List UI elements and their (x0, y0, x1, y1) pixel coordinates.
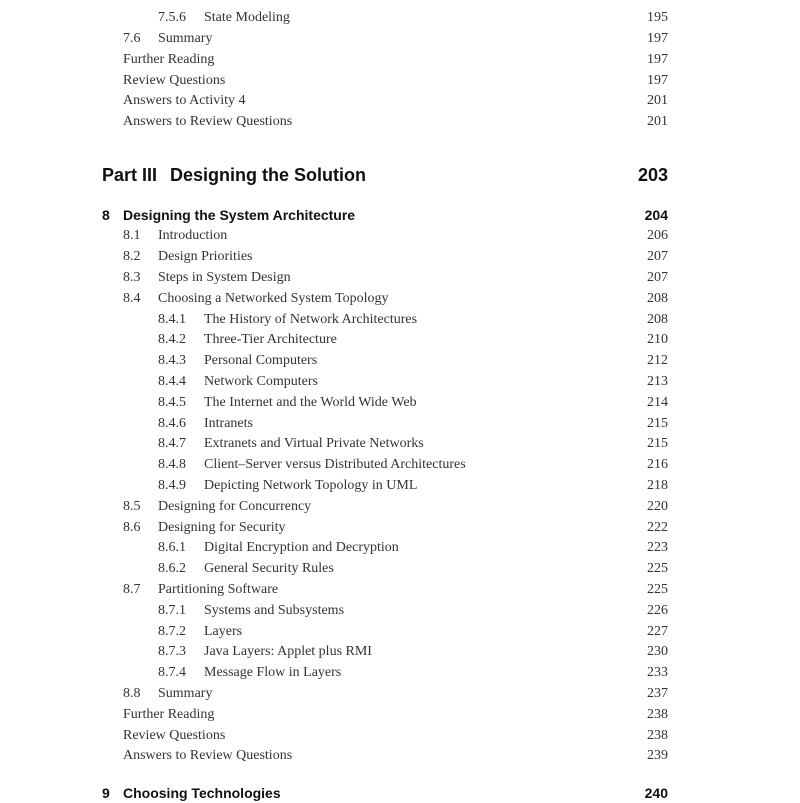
toc-entry-number: 8.4.1 (158, 312, 186, 327)
toc-entry (0, 226, 800, 246)
toc-entry-page: 212 (647, 353, 668, 368)
toc-entry (0, 50, 800, 70)
toc-entry-title: Steps in System Design (158, 270, 291, 285)
toc-entry (0, 414, 800, 434)
toc-entry-title: Review Questions (123, 728, 226, 743)
toc-entry-page: 227 (647, 624, 668, 639)
toc-entry-number: 7.5.6 (158, 10, 186, 25)
toc-entry-number: 8.7.2 (158, 624, 186, 639)
toc-entry (0, 518, 800, 538)
toc-entry-page: 201 (647, 93, 668, 108)
toc-entry-number: 8.6.1 (158, 540, 186, 555)
toc-entry (0, 71, 800, 91)
toc-entry-title: Further Reading (123, 52, 215, 67)
toc-entry-number: 7.6 (123, 31, 141, 46)
toc-entry-page: 239 (647, 748, 668, 763)
toc-entry-page: 197 (647, 52, 668, 67)
toc-entry-page: 208 (647, 291, 668, 306)
toc-entry-page: 201 (647, 114, 668, 129)
toc-entry-page: 230 (647, 644, 668, 659)
toc-entry (0, 601, 800, 621)
toc-entry-title: Further Reading (123, 707, 215, 722)
toc-entry-number: 8.4 (123, 291, 141, 306)
chapter-heading (0, 783, 800, 803)
toc-entry-page: 238 (647, 728, 668, 743)
toc-entry-page: 238 (647, 707, 668, 722)
toc-entry (0, 91, 800, 111)
toc-entry (0, 559, 800, 579)
part-label: Part III (102, 165, 158, 185)
toc-entry (0, 268, 800, 288)
toc-entry-number: 8.7.3 (158, 644, 186, 659)
toc-entry-title: Partitioning Software (158, 582, 279, 597)
toc-entry-title: General Security Rules (204, 561, 334, 576)
toc-entry-title: Review Questions (123, 73, 226, 88)
chapter-page: 204 (644, 207, 668, 223)
toc-entry-title: Answers to Review Questions (123, 748, 293, 763)
toc-entry (0, 393, 800, 413)
toc-entry-title: Depicting Network Topology in UML (204, 478, 418, 493)
toc-entry-title: Extranets and Virtual Private Networks (204, 436, 424, 451)
toc-entry-page: 216 (647, 457, 668, 472)
toc-entry-page: 206 (647, 228, 668, 243)
toc-entry (0, 726, 800, 746)
toc-entry-page: 210 (647, 332, 668, 347)
toc-entry-page: 207 (647, 270, 668, 285)
toc-entry-number: 8.4.3 (158, 353, 186, 368)
toc-entry-number: 8.4.5 (158, 395, 186, 410)
toc-entry-page: 220 (647, 499, 668, 514)
toc-entry-page: 215 (647, 416, 668, 431)
toc-entry-title: Personal Computers (204, 353, 318, 368)
chapter-title: Choosing Technologies (123, 785, 281, 801)
toc-entry (0, 434, 800, 454)
toc-entry-number: 8.4.6 (158, 416, 186, 431)
toc-entry-page: 223 (647, 540, 668, 555)
chapter-number: 8 (102, 207, 110, 223)
part-page: 203 (637, 165, 668, 185)
toc-entry-page: 222 (647, 520, 668, 535)
toc-entry-number: 8.4.7 (158, 436, 186, 451)
toc-entry-title: Layers (204, 624, 243, 639)
toc-entry (0, 351, 800, 371)
toc-entry-number: 8.1 (123, 228, 141, 243)
toc-entry-title: The Internet and the World Wide Web (204, 395, 417, 410)
toc-entry-number: 8.2 (123, 249, 141, 264)
toc-entry (0, 112, 800, 132)
toc-entry-page: 207 (647, 249, 668, 264)
toc-entry-title: Choosing a Networked System Topology (158, 291, 389, 306)
toc-entry-number: 8.5 (123, 499, 141, 514)
toc-entry (0, 289, 800, 309)
toc-entry-page: 197 (647, 73, 668, 88)
toc-entry (0, 310, 800, 330)
toc-entry (0, 580, 800, 600)
toc-entry-number: 8.7 (123, 582, 141, 597)
toc-entry-title: Systems and Subsystems (204, 603, 345, 618)
toc-entry-title: Designing for Concurrency (158, 499, 312, 514)
toc-entry-page: 215 (647, 436, 668, 451)
toc-entry (0, 746, 800, 766)
toc-entry-title: State Modeling (204, 10, 290, 25)
toc-entry-title: Answers to Activity 4 (123, 93, 246, 108)
part-heading (0, 162, 800, 188)
toc-entry-page: 208 (647, 312, 668, 327)
toc-entry (0, 622, 800, 642)
toc-entry-title: Summary (158, 686, 213, 701)
toc-entry-number: 8.4.8 (158, 457, 186, 472)
toc-entry (0, 29, 800, 49)
chapter-page: 240 (644, 785, 668, 801)
toc-entry (0, 538, 800, 558)
toc-entry-page: 226 (647, 603, 668, 618)
toc-entry-page: 233 (647, 665, 668, 680)
toc-entry-title: Summary (158, 31, 213, 46)
toc-entry-page: 197 (647, 31, 668, 46)
toc-entry-number: 8.7.1 (158, 603, 186, 618)
toc-entry-title: Message Flow in Layers (204, 665, 342, 680)
toc-entry-page: 237 (647, 686, 668, 701)
toc-entry (0, 663, 800, 683)
toc-entry-page: 213 (647, 374, 668, 389)
toc-entry-title: Network Computers (204, 374, 318, 389)
toc-entry-title: Answers to Review Questions (123, 114, 293, 129)
part-title: Designing the Solution (170, 165, 366, 185)
toc-entry (0, 372, 800, 392)
toc-entry-title: The History of Network Architectures (204, 312, 418, 327)
toc-entry-title: Designing for Security (158, 520, 286, 535)
toc-entry-title: Java Layers: Applet plus RMI (204, 644, 372, 659)
toc-entry-title: Design Priorities (158, 249, 253, 264)
chapter-heading (0, 205, 800, 225)
toc-entry-page: 214 (647, 395, 668, 410)
toc-entry (0, 705, 800, 725)
chapter-number: 9 (102, 785, 110, 801)
toc-entry-title: Client–Server versus Distributed Architectures (204, 457, 466, 472)
toc-entry (0, 330, 800, 350)
toc-entry-page: 218 (647, 478, 668, 493)
toc-entry-number: 8.3 (123, 270, 141, 285)
toc-entry (0, 684, 800, 704)
toc-entry-title: Introduction (158, 228, 228, 243)
toc-entry-title: Intranets (204, 416, 253, 431)
toc-entry-number: 8.4.4 (158, 374, 186, 389)
toc-entry-page: 195 (647, 10, 668, 25)
toc-entry (0, 455, 800, 475)
toc-entry-number: 8.7.4 (158, 665, 186, 680)
toc-entry-title: Digital Encryption and Decryption (204, 540, 399, 555)
toc-entry-page: 225 (647, 561, 668, 576)
toc-entry-title: Three-Tier Architecture (204, 332, 337, 347)
toc-entry-number: 8.6 (123, 520, 141, 535)
chapter-title: Designing the System Architecture (123, 207, 356, 223)
toc-entry (0, 497, 800, 517)
toc-entry (0, 476, 800, 496)
toc-entry (0, 8, 800, 28)
toc-entry-number: 8.6.2 (158, 561, 186, 576)
toc-entry-number: 8.8 (123, 686, 141, 701)
toc-entry (0, 642, 800, 662)
toc-entry-page: 225 (647, 582, 668, 597)
toc-entry-number: 8.4.9 (158, 478, 186, 493)
toc-entry-number: 8.4.2 (158, 332, 186, 347)
toc-entry (0, 247, 800, 267)
